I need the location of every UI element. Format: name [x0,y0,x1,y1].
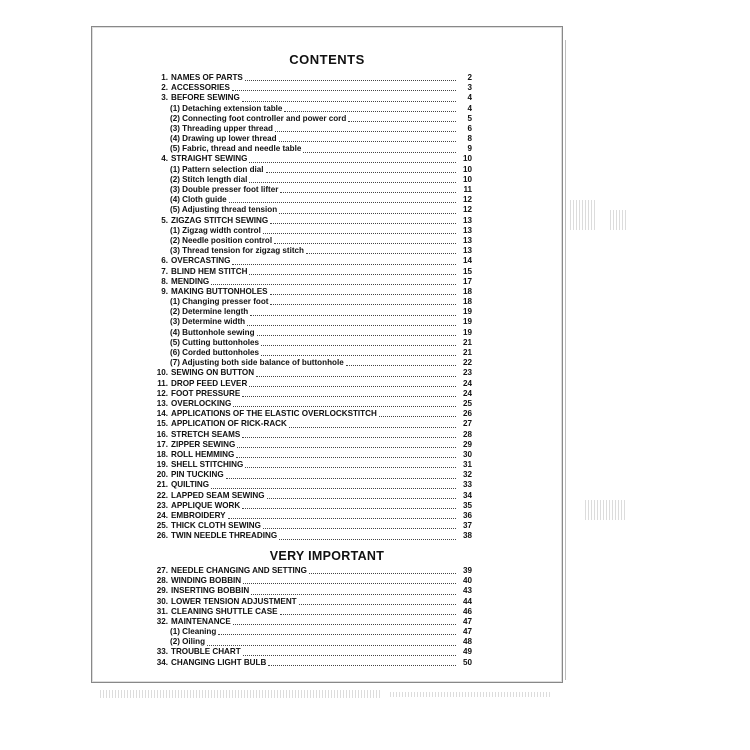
toc-row [152,368,472,378]
toc-leader-dots [207,645,456,646]
toc-label: (5) Fabric, thread and needle table [170,144,302,154]
toc-leader-dots [236,457,456,458]
toc-leader-dots [268,665,456,666]
toc-page-number: 50 [462,657,472,667]
toc-row [152,617,472,627]
toc-label: PIN TUCKING [171,470,224,480]
toc-row [152,287,472,297]
toc-row [152,114,472,124]
toc-label: TROUBLE CHART [171,647,241,657]
toc-number: 34. [156,657,168,667]
toc-leader-dots [251,594,456,595]
toc-number: 9. [161,286,168,296]
toc-page-number: 9 [467,144,472,154]
toc-page-number: 44 [462,596,472,606]
toc-label: APPLICATION OF RICK-RACK [171,419,287,429]
toc-leader-dots [279,213,456,214]
contents-title: CONTENTS [289,52,365,67]
toc-row [152,470,472,480]
toc-number: 1. [161,72,168,82]
toc-leader-dots [261,355,456,356]
toc-label: QUILTING [171,480,210,490]
toc-leader-dots [289,427,456,428]
toc-label: NEEDLE CHANGING AND SETTING [171,565,307,575]
toc-leader-dots [309,573,456,574]
toc-number: 19. [156,460,168,470]
toc-number: 32. [156,616,168,626]
toc-number: 2. [161,83,168,93]
toc-row [152,358,472,368]
toc-page-number: 34 [462,490,472,500]
toc-number: 26. [156,531,168,541]
toc-page-number: 4 [467,103,472,113]
toc-page-number: 47 [462,616,472,626]
toc-label: THICK CLOTH SEWING [171,521,261,531]
toc-row [152,521,472,531]
toc-page-number: 19 [462,307,472,317]
toc-leader-dots [348,121,456,122]
toc-row [152,165,472,175]
toc-label: STRAIGHT SEWING [171,154,248,164]
toc-row [152,450,472,460]
scan-noise [585,500,625,520]
toc-page-number: 2 [467,72,472,82]
toc-leader-dots [263,528,456,529]
toc-label: MAKING BUTTONHOLES [171,286,268,296]
toc-page-number: 15 [462,266,472,276]
toc-page-number: 10 [462,174,472,184]
toc-label: MENDING [171,276,210,286]
toc-row [152,277,472,287]
toc-leader-dots [275,131,456,132]
toc-row [152,144,472,154]
toc-page-number: 30 [462,449,472,459]
toc-label: (4) Drawing up lower thread [170,134,277,144]
toc-label: TWIN NEEDLE THREADING [171,531,278,541]
toc-label: (5) Adjusting thread tension [170,205,278,215]
toc-number: 13. [156,398,168,408]
toc-label: SHELL STITCHING [171,460,244,470]
toc-label: CLEANING SHUTTLE CASE [171,606,278,616]
toc-leader-dots [237,447,456,448]
toc-label: (5) Cutting buttonholes [170,337,260,347]
toc-label: BLIND HEM STITCH [171,266,248,276]
toc-row [152,328,472,338]
toc-row [152,566,472,576]
toc-number: 3. [161,93,168,103]
toc-label: ZIPPER SEWING [171,439,236,449]
toc-row [152,531,472,541]
toc-number: 16. [156,429,168,439]
toc-leader-dots [266,172,456,173]
toc-label: STRETCH SEAMS [171,429,241,439]
scan-noise [100,690,380,698]
toc-label: (4) Buttonhole sewing [170,327,255,337]
toc-label: (1) Cleaning [170,627,217,637]
toc-row [152,419,472,429]
toc-page-number: 32 [462,470,472,480]
toc-row [152,460,472,470]
toc-page-number: 24 [462,378,472,388]
toc-page-number: 49 [462,647,472,657]
toc-row [152,73,472,83]
toc-row [152,297,472,307]
toc-page-number: 28 [462,429,472,439]
toc-leader-dots [245,80,456,81]
important-contents [152,566,472,668]
toc-leader-dots [257,335,456,336]
toc-leader-dots [242,437,456,438]
toc-row [152,637,472,647]
toc-number: 22. [156,490,168,500]
toc-row [152,576,472,586]
toc-row [152,586,472,596]
toc-number: 24. [156,511,168,521]
toc-row [152,175,472,185]
toc-page-number: 23 [462,368,472,378]
toc-row [152,124,472,134]
toc-leader-dots [280,614,456,615]
toc-page-number: 13 [462,215,472,225]
toc-row [152,348,472,358]
toc-row [152,216,472,226]
toc-label: OVERLOCKING [171,398,232,408]
toc-label: (3) Determine width [170,317,246,327]
toc-page-number: 37 [462,521,472,531]
toc-row [152,134,472,144]
toc-number: 10. [156,368,168,378]
toc-row [152,501,472,511]
toc-page-number: 12 [462,205,472,215]
toc-page-number: 21 [462,337,472,347]
toc-leader-dots [250,315,456,316]
toc-number: 33. [156,647,168,657]
toc-leader-dots [233,624,456,625]
toc-label: (1) Changing presser foot [170,297,269,307]
toc-row [152,155,472,165]
toc-leader-dots [243,583,456,584]
toc-leader-dots [245,467,456,468]
toc-page-number: 21 [462,348,472,358]
toc-leader-dots [243,655,456,656]
toc-page-number: 6 [467,123,472,133]
toc-leader-dots [249,182,456,183]
toc-row [152,481,472,491]
toc-leader-dots [279,141,456,142]
toc-label: (7) Adjusting both side balance of buttonhole [170,358,344,368]
toc-leader-dots [306,253,456,254]
toc-label: (6) Corded buttonholes [170,348,260,358]
toc-number: 5. [161,215,168,225]
toc-label: (2) Determine length [170,307,249,317]
toc-leader-dots [249,162,456,163]
toc-number: 25. [156,521,168,531]
toc-row [152,389,472,399]
toc-page-number: 13 [462,246,472,256]
toc-page-number: 47 [462,627,472,637]
toc-label: APPLIQUE WORK [171,500,241,510]
toc-label: SEWING ON BUTTON [171,368,255,378]
toc-leader-dots [346,365,456,366]
toc-leader-dots [270,304,456,305]
toc-row [152,627,472,637]
toc-page-number: 36 [462,511,472,521]
toc-row [152,440,472,450]
toc-label: WINDING BOBBIN [171,576,242,586]
toc-row [152,491,472,501]
toc-label: NAMES OF PARTS [171,72,243,82]
toc-page-number: 29 [462,439,472,449]
toc-leader-dots [211,284,456,285]
toc-row [152,597,472,607]
toc-row [152,399,472,409]
toc-page-number: 11 [463,185,472,195]
toc-number: 12. [156,388,168,398]
toc-label: (3) Thread tension for zigzag stitch [170,246,305,256]
toc-leader-dots [267,498,456,499]
toc-label: (1) Zigzag width control [170,225,261,235]
toc-row [152,267,472,277]
toc-page-number: 26 [462,409,472,419]
toc-page-number: 10 [462,164,472,174]
toc-page-number: 4 [467,93,472,103]
document-page [91,26,563,683]
toc-label: MAINTENANCE [171,616,231,626]
toc-leader-dots [270,223,456,224]
toc-page-number: 10 [462,154,472,164]
toc-page-number: 13 [462,225,472,235]
toc-row [152,430,472,440]
toc-label: ACCESSORIES [171,83,230,93]
toc-page-number: 17 [462,276,472,286]
toc-row [152,246,472,256]
toc-row [152,93,472,103]
toc-leader-dots [242,101,456,102]
toc-number: 7. [161,266,168,276]
toc-number: 4. [161,154,168,164]
toc-number: 8. [161,276,168,286]
toc-label: ROLL HEMMING [171,449,235,459]
toc-label: (3) Double presser foot lifter [170,185,279,195]
toc-leader-dots [263,233,456,234]
toc-label: (1) Detaching extension table [170,103,283,113]
toc-label: ZIGZAG STITCH SEWING [171,215,269,225]
toc-leader-dots [229,202,456,203]
toc-number: 15. [156,419,168,429]
toc-leader-dots [233,406,456,407]
toc-page-number: 39 [462,565,472,575]
toc-leader-dots [242,396,456,397]
toc-row [152,607,472,617]
toc-page-number: 33 [462,480,472,490]
toc-number: 21. [156,480,168,490]
toc-page-number: 18 [462,297,472,307]
toc-page-number: 46 [462,606,472,616]
toc-number: 14. [156,409,168,419]
toc-page-number: 19 [462,317,472,327]
toc-page-number: 43 [462,586,472,596]
toc-leader-dots [270,294,456,295]
toc-label: (4) Cloth guide [170,195,227,205]
toc-page-number: 24 [462,388,472,398]
toc-leader-dots [284,111,456,112]
toc-leader-dots [379,416,456,417]
toc-leader-dots [303,152,456,153]
toc-page-number: 40 [462,576,472,586]
toc-leader-dots [247,325,456,326]
toc-number: 11. [157,378,168,388]
toc-row [152,104,472,114]
toc-number: 27. [156,565,168,575]
toc-leader-dots [279,539,456,540]
toc-page-number: 3 [467,83,472,93]
toc-number: 28. [156,576,168,586]
table-of-contents [152,73,472,542]
toc-number: 20. [156,470,168,480]
toc-row [152,195,472,205]
toc-leader-dots [226,478,456,479]
toc-row [152,648,472,658]
toc-label: DROP FEED LEVER [171,378,248,388]
toc-row [152,205,472,215]
toc-number: 18. [156,449,168,459]
toc-leader-dots [211,488,456,489]
toc-page-number: 8 [467,134,472,144]
toc-row [152,185,472,195]
toc-row [152,511,472,521]
toc-leader-dots [232,90,456,91]
toc-leader-dots [280,192,456,193]
toc-leader-dots [274,243,456,244]
toc-page-number: 27 [462,419,472,429]
toc-page-number: 19 [462,327,472,337]
toc-label: OVERCASTING [171,256,231,266]
toc-label: BEFORE SEWING [171,93,240,103]
toc-label: LAPPED SEAM SEWING [171,490,265,500]
toc-label: (3) Threading upper thread [170,123,273,133]
toc-label: (2) Connecting foot controller and power cord [170,113,347,123]
toc-page-number: 31 [462,460,472,470]
toc-leader-dots [242,508,456,509]
toc-page-number: 48 [462,637,472,647]
toc-leader-dots [232,264,456,265]
toc-row [152,338,472,348]
toc-number: 30. [156,596,168,606]
toc-number: 6. [161,256,168,266]
scan-edge-line [565,40,566,680]
toc-page-number: 38 [462,531,472,541]
scan-noise [610,210,628,230]
toc-label: CHANGING LIGHT BULB [171,657,267,667]
scan-noise [570,200,595,230]
toc-leader-dots [256,376,456,377]
toc-leader-dots [299,604,456,605]
toc-leader-dots [218,634,456,635]
toc-row [152,409,472,419]
toc-row [152,307,472,317]
toc-page-number: 12 [462,195,472,205]
toc-label: (2) Stitch length dial [170,174,248,184]
toc-row [152,226,472,236]
toc-number: 23. [156,500,168,510]
toc-label: FOOT PRESSURE [171,388,241,398]
toc-label: (2) Oiling [170,637,206,647]
toc-leader-dots [249,386,456,387]
toc-number: 17. [156,439,168,449]
toc-leader-dots [249,274,456,275]
very-important-title: VERY IMPORTANT [269,549,385,563]
toc-page-number: 22 [462,358,472,368]
toc-row [152,256,472,266]
scan-noise [390,692,550,697]
toc-label: EMBROIDERY [171,511,226,521]
toc-leader-dots [228,518,456,519]
toc-number: 31. [156,606,168,616]
toc-row [152,83,472,93]
toc-label: LOWER TENSION ADJUSTMENT [171,596,297,606]
toc-number: 29. [156,586,168,596]
toc-page-number: 13 [462,235,472,245]
toc-label: (2) Needle position control [170,235,273,245]
toc-page-number: 18 [462,286,472,296]
toc-row [152,318,472,328]
toc-row [152,658,472,668]
toc-row [152,236,472,246]
toc-page-number: 14 [462,256,472,266]
toc-label: APPLICATIONS OF THE ELASTIC OVERLOCKSTITCH [171,409,377,419]
toc-row [152,379,472,389]
toc-page-number: 35 [462,500,472,510]
toc-label: (1) Pattern selection dial [170,164,264,174]
toc-page-number: 25 [462,398,472,408]
toc-label: INSERTING BOBBIN [171,586,250,596]
toc-leader-dots [261,345,456,346]
toc-page-number: 5 [467,113,472,123]
